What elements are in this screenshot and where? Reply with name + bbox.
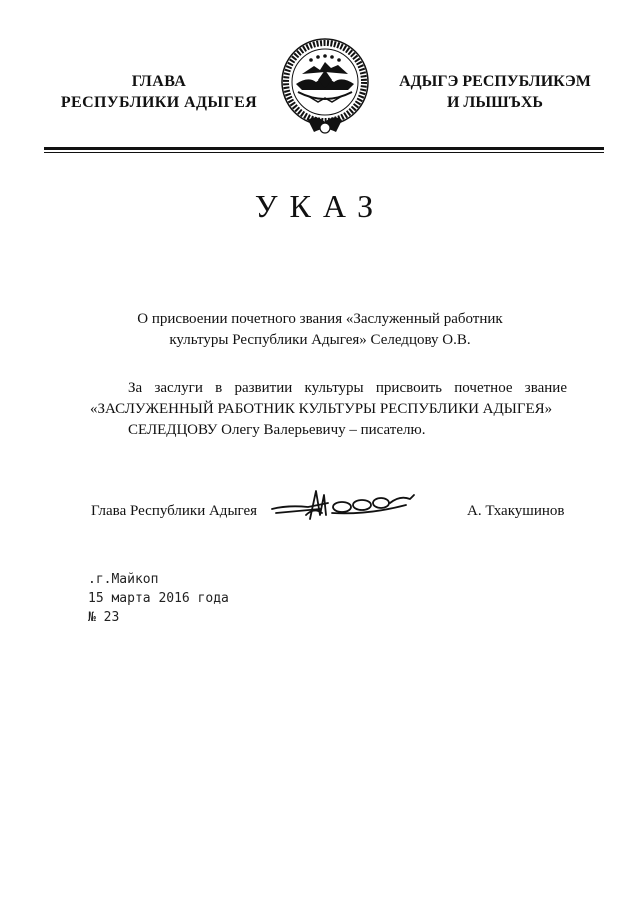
body-line1: За заслуги в развитии культуры присвоить почетное звание: [128, 380, 567, 396]
decree-subject: [90, 309, 550, 351]
decree-body: [90, 378, 567, 441]
subject-line1: О присвоении почетного звания «Заслуженный работник: [137, 311, 503, 327]
signatory-role: Глава Республики Адыгея: [91, 503, 258, 519]
header-right-line2: И ЛЫШЪХЬ: [446, 94, 544, 111]
decree-footer: [88, 570, 229, 627]
header-divider-thin: [44, 152, 604, 153]
handwritten-signature: [268, 485, 418, 525]
subject-line2: культуры Республики Адыгея» Селедцову О.В.: [169, 332, 471, 348]
header-left-line1: ГЛАВА: [131, 73, 187, 90]
header-right: [375, 71, 615, 113]
footer-number: № 23: [88, 610, 120, 625]
header-left-line2: РЕСПУБЛИКИ АДЫГЕЯ: [60, 94, 258, 111]
footer-date: 15 марта 2016 года: [88, 591, 229, 606]
body-line2: «ЗАСЛУЖЕННЫЙ РАБОТНИК КУЛЬТУРЫ РЕСПУБЛИКИ АДЫГЕЯ»: [90, 401, 553, 417]
header-left: [40, 71, 278, 113]
header-right-line1: АДЫГЭ РЕСПУБЛИКЭМ: [399, 73, 591, 90]
body-line3: СЕЛЕДЦОВУ Олегу Валерьевичу – писателю.: [128, 422, 426, 438]
coat-of-arms-icon: [278, 36, 372, 140]
footer-city: .г.Майкоп: [88, 572, 159, 587]
signatory-name: А. Тхакушинов: [467, 503, 565, 519]
document-title: УКАЗ: [254, 188, 386, 224]
header-divider-thick: [44, 147, 604, 150]
